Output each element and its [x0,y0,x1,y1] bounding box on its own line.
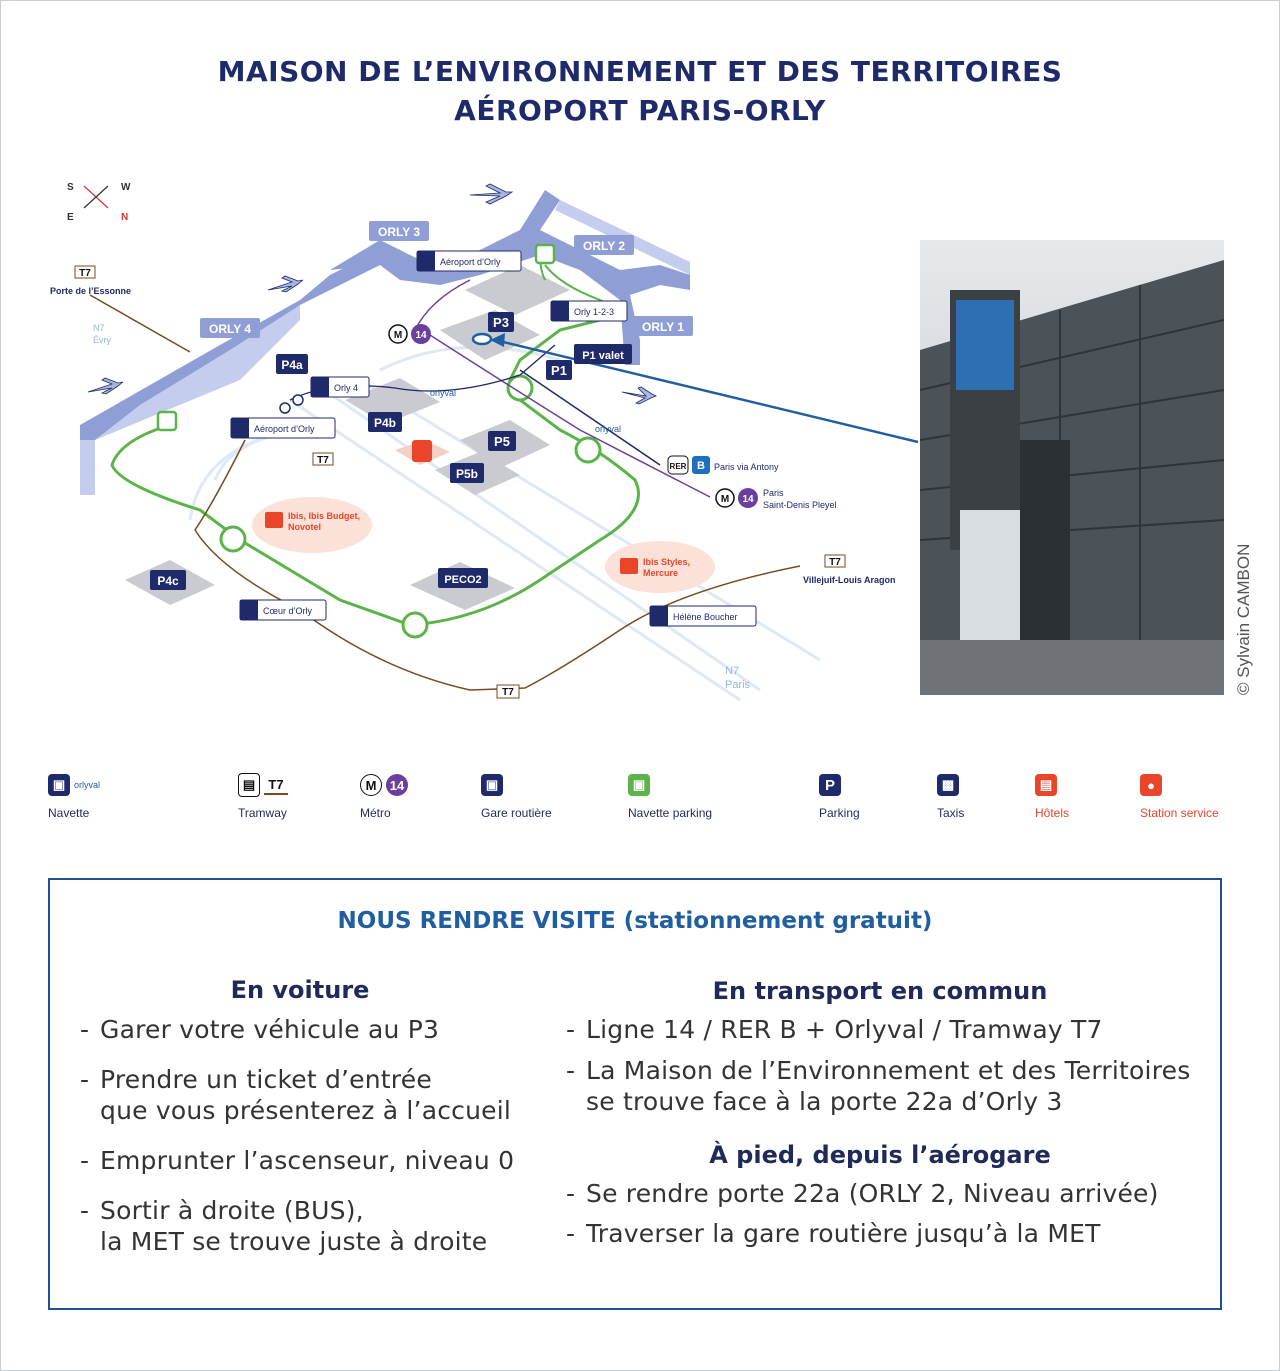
parking-peco2: PECO2 [444,574,482,586]
transport-step: - Ligne 14 / RER B + Orlyval / Tramway T7 [566,1014,1206,1045]
parking-p1: P1 [551,363,567,378]
car-step: - Emprunter l’ascenseur, niveau 0 [80,1145,540,1176]
svg-text:N7: N7 [725,665,740,677]
transport-steps [566,1014,1206,1117]
compass [67,182,131,223]
compass-w: W [121,182,131,193]
dest-saint-denis: Saint-Denis Pleyel [763,500,837,510]
svg-text:Paris: Paris [725,679,751,691]
rer-b-badge: B [697,460,705,472]
label-orly3: ORLY 3 [377,225,421,239]
rer-badge: RER [669,462,687,471]
fuel-icon: ● [1140,774,1162,796]
compass-e: E [67,212,74,223]
orlyval-shuttle-icon: ▣ [48,774,70,796]
label-orly1: ORLY 1 [641,320,685,334]
walk-steps [566,1178,1206,1249]
parking-shuttle-icon: ▣ [628,774,650,796]
station-aeroport-orly-top: Aéroport d’Orly [440,257,501,267]
label-orly2: ORLY 2 [582,239,626,253]
transport-step: - La Maison de l’Environnement et des Territoires se trouve face à la porte 22a d’Orly 3 [566,1055,1206,1117]
taxi-icon: ▩ [937,774,959,796]
svg-text:Novotel: Novotel [288,522,322,532]
svg-text:T7: T7 [79,268,91,279]
station-orly123: Orly 1-2-3 [574,307,615,317]
line-markers [389,324,758,508]
parking-p4a: P4a [281,358,303,372]
walk-step: - Traverser la gare routière jusqu’à la MET [566,1218,1206,1249]
visit-title: NOUS RENDRE VISITE (stationnement gratuit) [337,908,933,934]
plane-icon [622,387,656,404]
car-section [80,976,540,1257]
dest-paris: Paris [763,488,784,498]
legend-item-station-service: ● Station service [1140,772,1219,820]
svg-text:T7: T7 [317,455,329,466]
dest-paris-antony: Paris via Antony [714,462,779,472]
car-step: - Garer votre véhicule au P3 [80,1014,540,1045]
legend-item-metro: M 14 Métro [360,772,408,820]
svg-text:T7: T7 [502,687,514,698]
station-helene-boucher: Hélène Boucher [673,612,738,622]
page-title-line1: MAISON DE L’ENVIRONNEMENT ET DES TERRITOIRES [217,55,1063,88]
parking-p4b: P4b [373,416,397,430]
legend-item-taxis: ▩ Taxis [937,772,964,820]
plane-icon [470,184,512,204]
dest-porte-essonne: Porte de l’Essonne [50,286,132,296]
svg-text:Ibis, Ibis Budget,: Ibis, Ibis Budget, [288,511,361,521]
metro-14-badge: 14 [415,330,427,341]
legend-item-navette: ▣ orlyval Navette [48,772,100,820]
svg-text:M: M [720,494,730,505]
parking-p5: P5 [494,434,510,449]
parking-p3: P3 [493,315,509,330]
car-steps [80,1014,540,1257]
hotel-icon: ▤ [1035,774,1057,796]
map-legend [0,772,1280,832]
car-heading: En voiture [230,976,370,1004]
car-step: - Sortir à droite (BUS), la MET se trouve juste à droite [80,1195,540,1257]
metro-icon: M [360,774,382,796]
plane-icon [268,276,303,292]
svg-text:14: 14 [742,494,754,505]
photo-credit: © Sylvain CAMBON [1234,543,1253,695]
tramway-icon: ▤ [238,773,260,797]
parking-p5b: P5b [455,467,479,481]
visit-info-box [48,878,1222,1310]
plane-icon [88,378,123,394]
parking-p1-valet: P1 valet [582,350,624,362]
legend-item-tramway: ▤ T7 Tramway [238,772,288,820]
metro-letter: M [393,330,403,341]
compass-s: S [67,182,74,193]
page-title-line2: AÉROPORT PARIS-ORLY [454,94,826,127]
svg-text:T7: T7 [829,557,841,568]
legend-item-gare-routiere: ▣ Gare routière [481,772,552,820]
car-step: - Prendre un ticket d’entrée que vous présenterez à l’accueil [80,1064,540,1126]
orlyval-label-1: orlyval [429,388,457,398]
transport-heading: En transport en commun [712,977,1048,1005]
svg-text:Mercure: Mercure [643,568,679,578]
label-orly4: ORLY 4 [208,322,252,336]
dest-villejuif: Villejuif-Louis Aragon [803,575,896,585]
svg-text:Ibis Styles,: Ibis Styles, [643,557,691,567]
parking-p4c: P4c [157,574,179,588]
svg-text:N7: N7 [93,323,105,333]
station-orly4: Orly 4 [334,383,359,393]
building-photo [920,240,1224,695]
walk-step: - Se rendre porte 22a (ORLY 2, Niveau arrivée) [566,1178,1206,1209]
compass-n: N [121,212,129,223]
airport-map[interactable] [40,170,920,710]
station-aeroport-orly-left: Aéroport d’Orly [254,424,315,434]
legend-item-hotels: ▤ Hôtels [1035,772,1069,820]
legend-item-parking: P Parking [819,772,860,820]
orlyval-label-2: orlyval [594,424,622,434]
transport-section [566,977,1206,1249]
svg-text:Évry: Évry [93,335,111,345]
parking-icon: P [819,774,841,796]
walk-heading: À pied, depuis l’aérogare [709,1141,1051,1169]
legend-item-navette-parking: ▣ Navette parking [628,772,712,820]
bus-station-icon: ▣ [481,774,503,796]
station-coeur-orly: Cœur d’Orly [263,606,312,616]
